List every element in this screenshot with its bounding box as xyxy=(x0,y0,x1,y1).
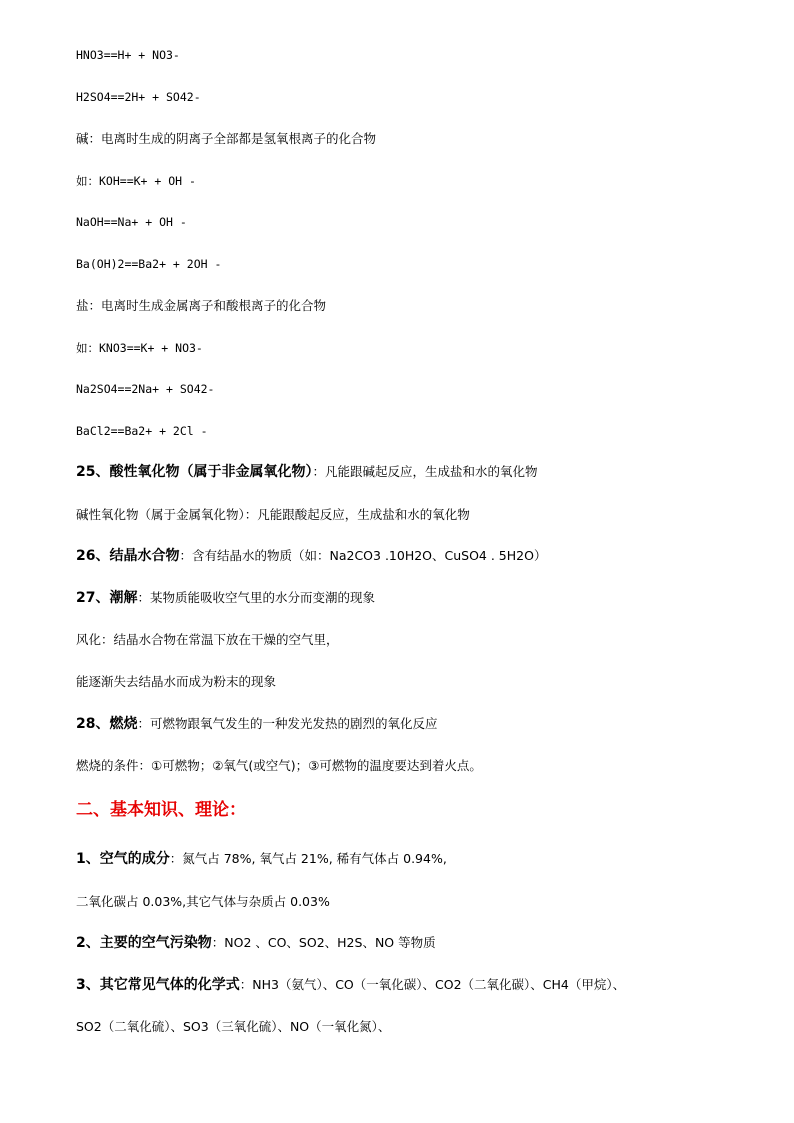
equation-line: NaOH==Na+ + OH - xyxy=(76,215,187,229)
term-definition: ：NO2 、CO、SO2、H2S、NO 等物质 xyxy=(211,935,436,950)
term-26-line xyxy=(76,548,546,564)
definition-line: 盐：电离时生成金属离子和酸根离子的化合物 xyxy=(76,298,327,313)
term-25-line xyxy=(76,464,538,480)
definition-line: 风化：结晶水合物在常温下放在干燥的空气里， xyxy=(76,632,339,647)
equation-line: HNO3==H+ + NO3- xyxy=(76,48,180,62)
equation-line: H2SO4==2H+ + SO42- xyxy=(76,90,201,104)
term-definition: ：凡能跟碱起反应，生成盐和水的氧化物 xyxy=(312,464,538,479)
term-heading: 25、酸性氧化物（属于非金属氧化物） xyxy=(76,464,313,480)
term-heading: 2、主要的空气污染物 xyxy=(76,935,212,951)
section-heading: 二、基本知识、理论： xyxy=(76,800,246,820)
equation-line: Na2SO4==2Na+ + SO42- xyxy=(76,382,215,396)
term-definition: ：可燃物跟氧气发生的一种发光发热的剧烈的氧化反应 xyxy=(137,716,438,731)
term-28-line xyxy=(76,716,438,732)
definition-line: 燃烧的条件：①可燃物；②氧气(或空气)；③可燃物的温度要达到着火点。 xyxy=(76,758,482,773)
knowledge-3-line xyxy=(76,977,625,993)
equation-line: 如：KOH==K+ + OH - xyxy=(76,174,196,188)
term-definition: ：某物质能吸收空气里的水分而变潮的现象 xyxy=(137,590,375,605)
term-heading: 26、结晶水合物 xyxy=(76,548,180,564)
definition-line: 碱：电离时生成的阴离子全部都是氢氧根离子的化合物 xyxy=(76,131,377,146)
term-27-line xyxy=(76,590,375,606)
term-definition: ：含有结晶水的物质（如：Na2CO3 .10H2O、CuSO4 . 5H2O） xyxy=(179,548,547,563)
definition-line: 能逐渐失去结晶水而成为粉末的现象 xyxy=(76,674,277,689)
term-definition: ：氮气占 78%, 氧气占 21%, 稀有气体占 0.94%, xyxy=(169,851,447,866)
term-heading: 28、燃烧 xyxy=(76,716,138,732)
term-heading: 3、其它常见气体的化学式 xyxy=(76,977,240,993)
equation-line: Ba(OH)2==Ba2+ + 2OH - xyxy=(76,257,222,271)
knowledge-2-line xyxy=(76,935,436,951)
term-heading: 27、潮解 xyxy=(76,590,138,606)
definition-line: 碱性氧化物（属于金属氧化物）：凡能跟酸起反应，生成盐和水的氧化物 xyxy=(76,507,470,522)
knowledge-1-line xyxy=(76,851,447,867)
definition-line: SO2（二氧化硫）、SO3（三氧化硫）、NO（一氧化氮）、 xyxy=(76,1019,391,1034)
equation-line: 如：KNO3==K+ + NO3- xyxy=(76,341,203,355)
term-heading: 1、空气的成分 xyxy=(76,851,170,867)
term-definition: ：NH3（氨气）、CO（一氧化碳）、CO2（二氧化碳）、CH4（甲烷）、 xyxy=(239,977,626,992)
equation-line: BaCl2==Ba2+ + 2Cl - xyxy=(76,424,208,438)
definition-line: 二氧化碳占 0.03%,其它气体与杂质占 0.03% xyxy=(76,894,330,909)
